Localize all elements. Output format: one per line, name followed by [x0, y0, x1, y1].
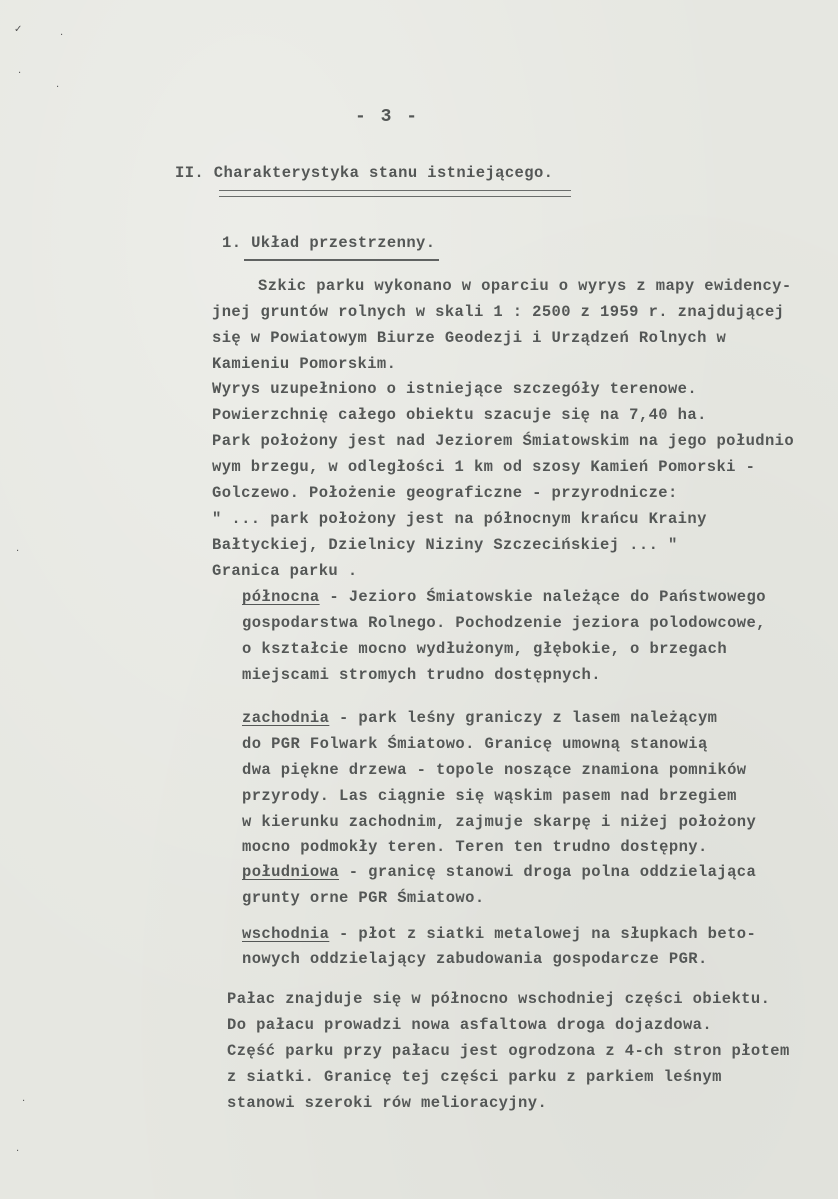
body-line: Kamieniu Pomorskim.: [212, 355, 397, 373]
body-line: Park położony jest nad Jeziorem Śmiatowskim na jego południo: [212, 432, 795, 450]
boundary-east-text: - płot z siatki metalowej na słupkach beto-: [329, 925, 757, 943]
body-line: Do pałacu prowadzi nowa asfaltowa droga dojazdowa.: [227, 1016, 713, 1034]
body-line: nowych oddzielający zabudowania gospodarcze PGR.: [242, 950, 708, 968]
body-line: przyrody. Las ciągnie się wąskim pasem nad brzegiem: [242, 787, 737, 805]
body-line: gospodarstwa Rolnego. Pochodzenie jeziora polodowcowe,: [242, 614, 766, 632]
body-line: " ... park położony jest na północnym krańcu Krainy: [212, 510, 707, 528]
body-line: Powierzchnię całego obiektu szacuje się na 7,40 ha.: [212, 406, 707, 424]
body-line: Część parku przy pałacu jest ogrodzona z 4-ch stron płotem: [227, 1042, 790, 1060]
body-line: wym brzegu, w odległości 1 km od szosy Kamień Pomorski -: [212, 458, 756, 476]
margin-mark: ·: [16, 1146, 20, 1157]
boundary-south-text: - granicę stanowi droga polna oddzielająca: [339, 863, 757, 881]
title-double-underline: [219, 190, 571, 197]
body-line: stanowi szeroki rów melioracyjny.: [227, 1094, 548, 1112]
margin-mark: ·: [22, 1096, 26, 1107]
subsection-underline: [244, 259, 439, 261]
margin-mark: ·: [60, 30, 64, 41]
boundary-east-line: [242, 927, 756, 943]
body-line: z siatki. Granicę tej części parku z parkiem leśnym: [227, 1068, 722, 1086]
section-title: II. Charakterystyka stanu istniejącego.: [175, 164, 554, 182]
subsection-title: 1. Układ przestrzenny.: [222, 234, 436, 252]
margin-mark: ·: [16, 546, 20, 557]
body-line: miejscami stromych trudno dostępnych.: [242, 666, 601, 684]
boundary-north-label: północna: [242, 588, 320, 606]
boundary-east-label: wschodnia: [242, 925, 330, 943]
body-line: Wyrys uzupełniono o istniejące szczegóły terenowe.: [212, 380, 698, 398]
boundary-west-label: zachodnia: [242, 709, 330, 727]
body-line: grunty orne PGR Śmiatowo.: [242, 889, 485, 907]
body-line: do PGR Folwark Śmiatowo. Granicę umowną stanowią: [242, 735, 708, 753]
boundary-south-label: południowa: [242, 863, 340, 881]
body-line: Bałtyckiej, Dzielnicy Niziny Szczecińskiej ... ": [212, 536, 678, 554]
page-number: - 3 -: [355, 107, 420, 127]
body-line: Golczewo. Położenie geograficzne - przyrodnicze:: [212, 484, 678, 502]
body-line: się w Powiatowym Biurze Geodezji i Urządzeń Rolnych w: [212, 329, 727, 347]
boundary-south-line: [242, 865, 756, 881]
margin-mark: ·: [56, 82, 60, 93]
margin-mark: ·: [18, 68, 22, 79]
body-line: Pałac znajduje się w północno wschodniej części obiektu.: [227, 990, 771, 1008]
body-line: Granica parku .: [212, 562, 358, 580]
boundary-north-line: [242, 590, 766, 606]
boundary-west-line: [242, 711, 717, 727]
body-line: dwa piękne drzewa - topole noszące znamiona pomników: [242, 761, 747, 779]
boundary-north-text: - Jezioro Śmiatowskie należące do Państwowego: [319, 588, 766, 606]
margin-mark: ✓: [14, 24, 23, 35]
boundary-west-text: - park leśny graniczy z lasem należącym: [329, 709, 718, 727]
body-line: jnej gruntów rolnych w skali 1 : 2500 z 1959 r. znajdującej: [212, 303, 785, 321]
body-line: w kierunku zachodnim, zajmuje skarpę i niżej położony: [242, 813, 757, 831]
body-line: mocno podmokły teren. Teren ten trudno dostępny.: [242, 838, 708, 856]
body-line: o kształcie mocno wydłużonym, głębokie, o brzegach: [242, 640, 728, 658]
body-line: Szkic parku wykonano w oparciu o wyrys z mapy ewidency-: [258, 277, 792, 295]
